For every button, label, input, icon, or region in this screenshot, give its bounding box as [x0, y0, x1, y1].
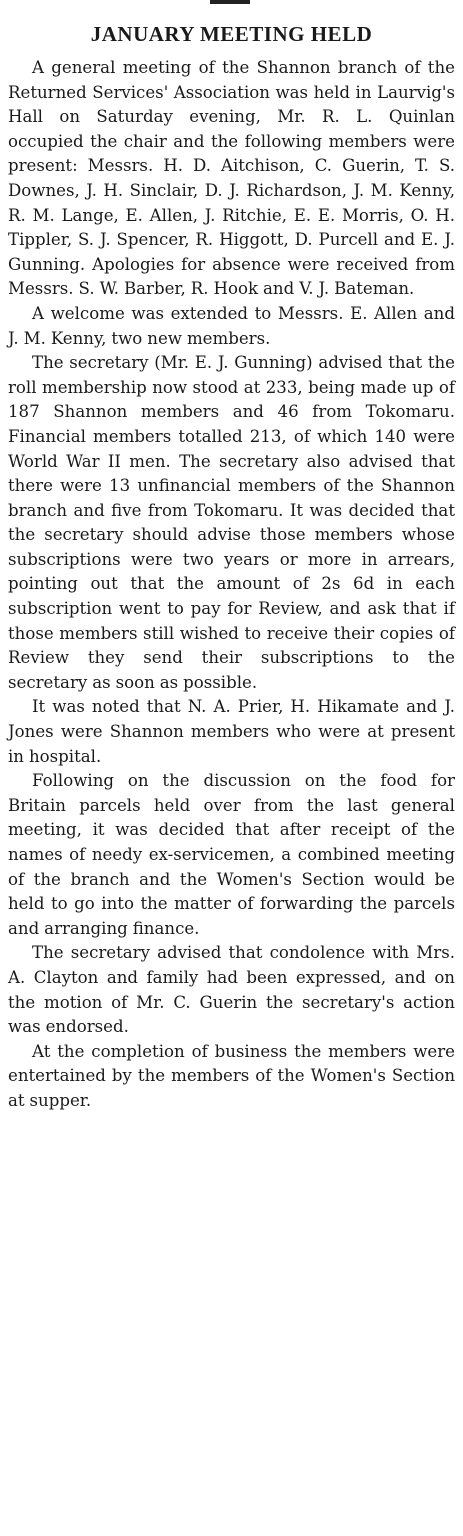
- article-paragraph: A welcome was extended to Messrs. E. Allen and J. M. Kenny, two new members.: [8, 303, 455, 348]
- article-paragraph: The secretary advised that condolence with Mrs. A. Clayton and family had been expressed, and on the motion of Mr. C. Guerin the secretary's action was endorsed.: [8, 943, 455, 1037]
- article-paragraph: At the completion of business the members were entertained by the members of the Women's Section at supper.: [8, 1041, 455, 1110]
- article-paragraph: The secretary (Mr. E. J. Gunning) advised that the roll membership now stood at 233, being made up of 187 Shannon members and 46 from Tokomaru. Financial members totalled 213, of which 140 were World War II men. The secretary also advised that there were 13 unfinancial members of the Shannon branch and five from Tokomaru. It was decided that the secretary should advise those members whose subscriptions were two years or more in arrears, pointing out that the amount of 2s 6d in each subscription went to pay for Review, and ask that if those members still wished to receive their copies of Review they send their subscriptions to the secretary as soon as possible.: [8, 353, 455, 692]
- article-paragraph: Following on the discussion on the food for Britain parcels held over from the last general meeting, it was decided that after receipt of the names of needy ex-servicemen, a combined meeting of the branch and the Women's Section would be held to go into the matter of forwarding the parcels and arranging finance.: [8, 771, 455, 938]
- article-body: [8, 56, 455, 1114]
- column-top-rule: [210, 0, 250, 4]
- article-paragraph: A general meeting of the Shannon branch of the Returned Services' Association was held in Laurvig's Hall on Saturday evening, Mr. R. L. Quinlan occupied the chair and the following members were present: Messrs. H. D. Aitchison, C. Guerin, T. S. Downes, J. H. Sinclair, D. J. Richardson, J. M. Kenny, R. M. Lange, E. Allen, J. Ritchie, E. E. Morris, O. H. Tippler, S. J. Spencer, R. Higgott, D. Purcell and E. J. Gunning. Apologies for absence were received from Messrs. S. W. Barber, R. Hook and V. J. Bateman.: [8, 58, 455, 299]
- article-paragraph: It was noted that N. A. Prier, H. Hikamate and J. Jones were Shannon members who were at present in hospital.: [8, 697, 455, 766]
- article-headline: JANUARY MEETING HELD: [90, 22, 373, 46]
